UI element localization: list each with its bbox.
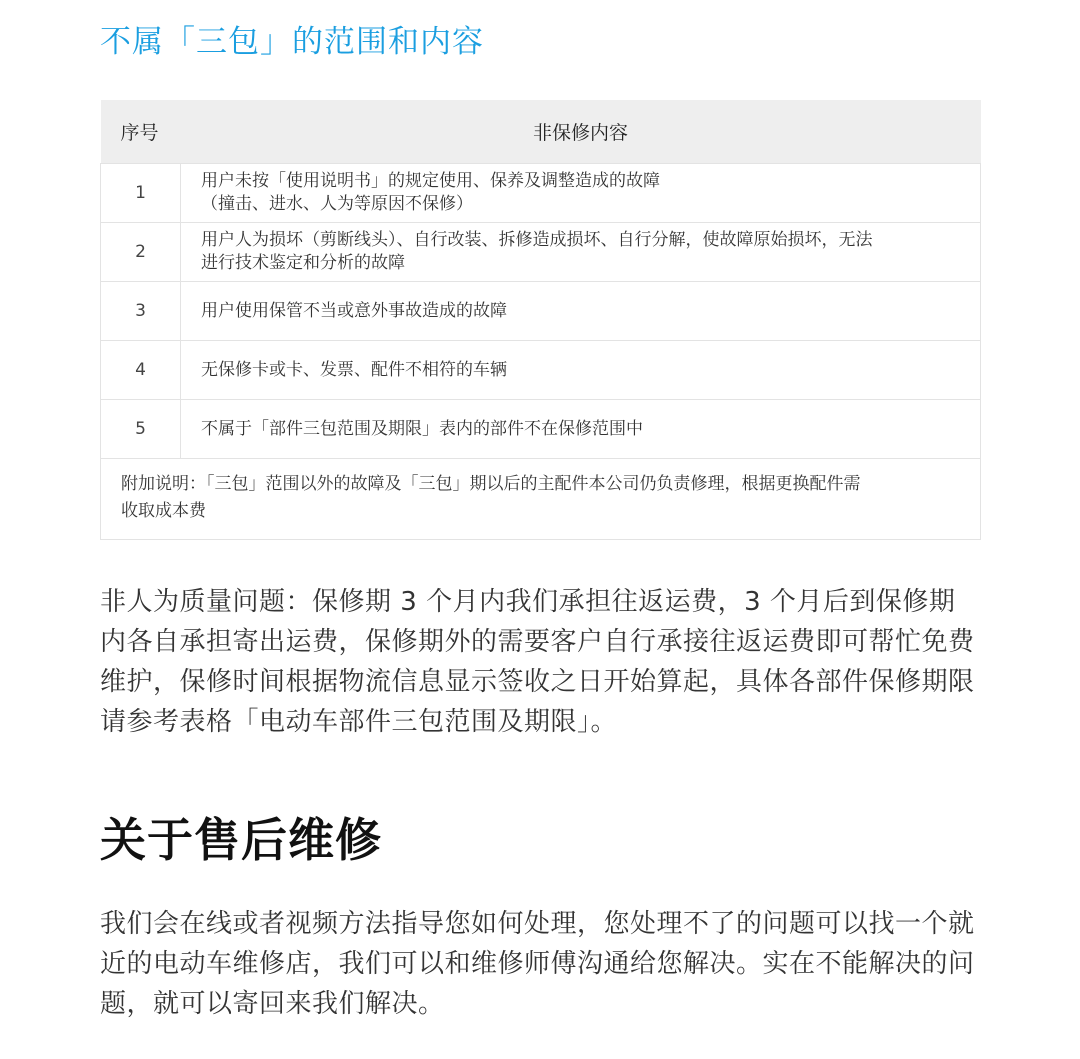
row-content-line: 进行技术鉴定和分析的故障	[201, 253, 405, 273]
row-content-line: 不属于「部件三包范围及期限」表内的部件不在保修范围中	[201, 418, 643, 439]
table-row	[101, 400, 981, 459]
table-row	[101, 223, 981, 282]
shipping-policy-paragraph: 非人为质量问题：保修期 3 个月内我们承担往返运费，3 个月后到保修期内各自承担寄出运费，保修期外的需要客户自行承接往返运费即可帮忙免费维护，保修时间根据物流信息显示签收之日开始算起，具体各部件保修期限请参考表格「电动车部件三包范围及期限」。	[100, 587, 975, 737]
table-note-line: 附加说明：「三包」范围以外的故障及「三包」期以后的主配件本公司仍负责修理，根据更换配件需	[121, 474, 861, 494]
row-number: 1	[101, 164, 181, 223]
table-row	[101, 341, 981, 400]
header-no: 序号	[101, 100, 181, 164]
table-row	[101, 164, 981, 223]
after-sales-heading: 关于售后维修	[100, 813, 382, 867]
row-content	[181, 164, 981, 223]
table-note-row	[101, 459, 981, 540]
table-row	[101, 282, 981, 341]
row-content	[181, 282, 981, 341]
row-number: 2	[101, 223, 181, 282]
after-sales-paragraph: 我们会在线或者视频方法指导您如何处理，您处理不了的问题可以找一个就近的电动车维修店，我们可以和维修师傅沟通给您解决。实在不能解决的问题，就可以寄回来我们解决。	[100, 909, 975, 1019]
row-content-line: 无保修卡或卡、发票、配件不相符的车辆	[201, 359, 507, 380]
non-warranty-table	[100, 100, 980, 540]
section-title: 不属「三包」的范围和内容	[100, 24, 484, 60]
row-number: 3	[101, 282, 181, 341]
row-number: 4	[101, 341, 181, 400]
table-note-line: 收取成本费	[121, 501, 206, 521]
table-note	[101, 459, 981, 540]
row-content-line: 用户未按「使用说明书」的规定使用、保养及调整造成的故障	[201, 171, 660, 191]
row-content	[181, 400, 981, 459]
row-content-line: 用户人为损坏（剪断线头）、自行改装、拆修造成损坏、自行分解，使故障原始损坏，无法	[201, 230, 873, 250]
row-content	[181, 341, 981, 400]
header-content: 非保修内容	[181, 100, 981, 164]
row-content-line: （撞击、进水、人为等原因不保修）	[201, 194, 473, 214]
row-content	[181, 223, 981, 282]
table-header-row	[101, 100, 981, 164]
row-content-line: 用户使用保管不当或意外事故造成的故障	[201, 300, 507, 321]
row-number: 5	[101, 400, 181, 459]
